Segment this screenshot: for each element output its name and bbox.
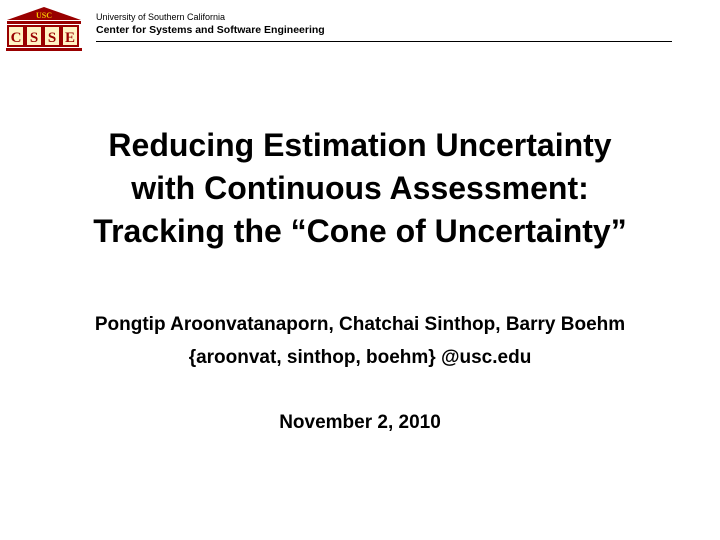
logo-base xyxy=(6,48,82,51)
university-name: University of Southern California xyxy=(96,12,226,22)
author-emails: {aroonvat, sinthop, boehm} @usc.edu xyxy=(188,347,532,368)
logo-letter-e: E xyxy=(64,30,76,46)
center-name: Center for Systems and Software Engineering xyxy=(96,24,325,36)
title-line-2: with Continuous Assessment: xyxy=(131,170,589,206)
header-text xyxy=(96,11,325,37)
authors: Pongtip Aroonvatanaporn, Chatchai Sinthop, Barry Boehm xyxy=(94,314,626,335)
title-line-3: Tracking the “Cone of Uncertainty” xyxy=(93,213,627,249)
slide-title xyxy=(0,124,720,253)
logo-letter-c: C xyxy=(10,30,22,46)
logo-usc-text: USC xyxy=(35,11,53,20)
header-divider xyxy=(96,41,672,42)
presentation-date: November 2, 2010 xyxy=(279,412,441,433)
logo-letter-s2: S xyxy=(47,30,57,46)
title-line-1: Reducing Estimation Uncertainty xyxy=(108,127,612,163)
logo-letter-s1: S xyxy=(29,30,39,46)
logo-beam xyxy=(7,21,81,24)
csse-logo xyxy=(5,6,83,52)
